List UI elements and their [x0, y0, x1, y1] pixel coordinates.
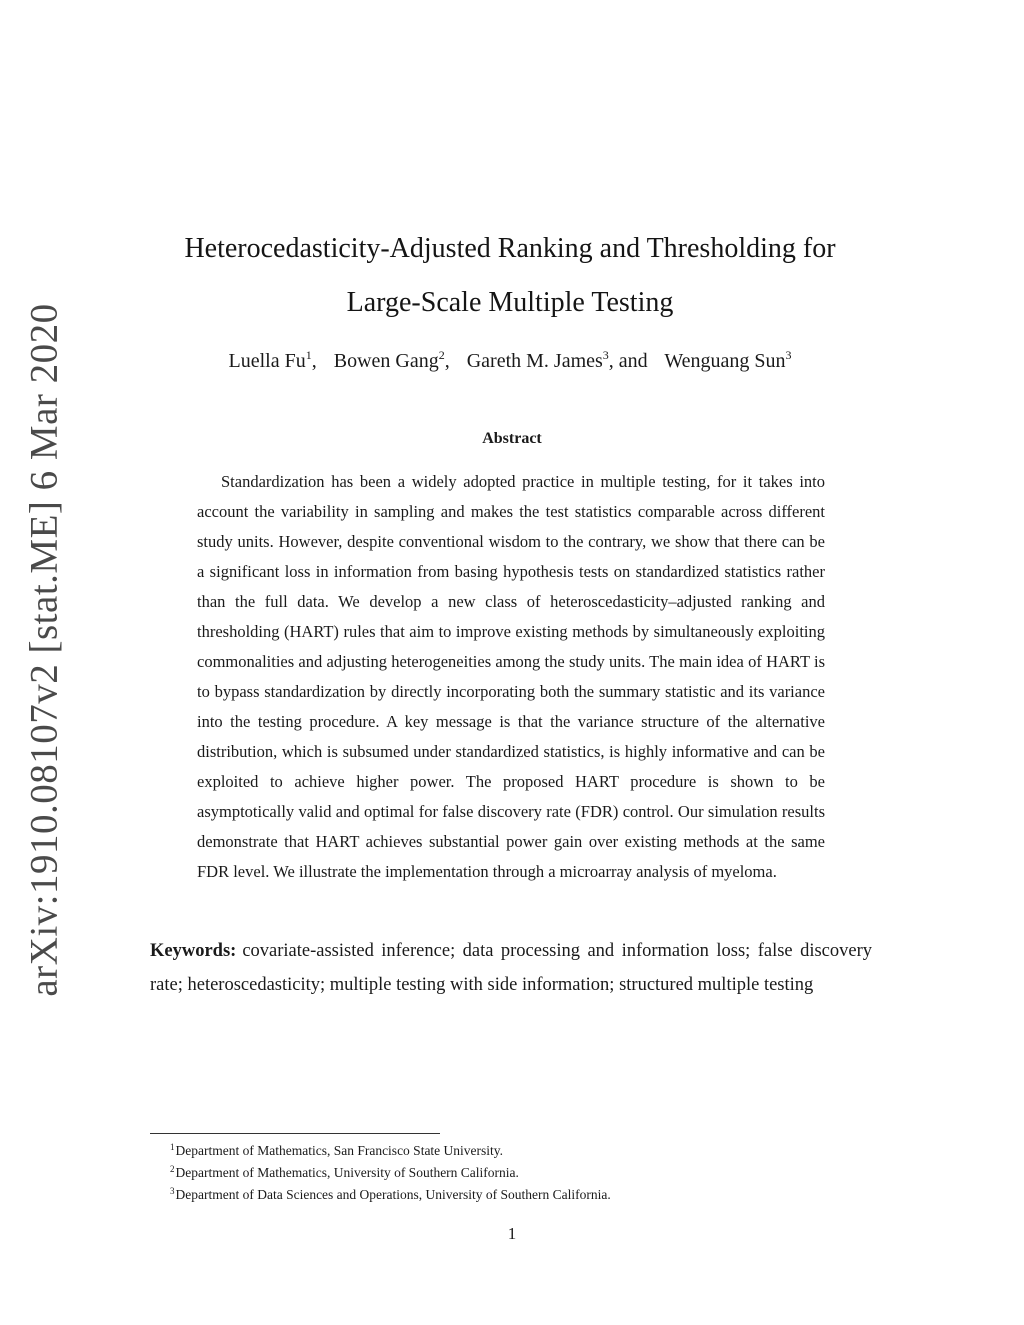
page-number: 1	[507, 1224, 517, 1243]
author-name: Gareth M. James	[466, 350, 603, 372]
footnote	[170, 1182, 611, 1204]
footnote-text: Department of Data Sciences and Operations, University of Southern California.	[175, 1187, 611, 1202]
paper-title-line-2: Large-Scale Multiple Testing	[346, 287, 674, 318]
footnote-mark: 2	[170, 1164, 175, 1174]
author-separator: ,	[311, 350, 317, 372]
author-list	[150, 348, 870, 373]
paper-title	[150, 222, 870, 330]
author-separator: , and	[608, 350, 648, 372]
footnote	[170, 1160, 611, 1182]
footnote-text: Department of Mathematics, San Francisco State University.	[175, 1143, 504, 1158]
author-affiliation-mark: 1	[305, 348, 312, 362]
author-affiliation-mark: 2	[438, 348, 445, 362]
footnote-mark: 1	[170, 1142, 175, 1152]
footnote	[170, 1138, 611, 1160]
abstract-heading: Abstract	[482, 430, 542, 447]
footnote-divider	[150, 1133, 440, 1134]
keywords-text: covariate-assisted inference; data processing and information loss; false discovery rate; heteroscedasticity; multiple testing with side information; structured multiple testing	[150, 941, 872, 995]
author-separator: ,	[444, 350, 450, 372]
footnotes	[170, 1138, 611, 1204]
author-affiliation-mark: 3	[602, 348, 609, 362]
author-name: Wenguang Sun	[664, 350, 786, 372]
footnote-text: Department of Mathematics, University of Southern California.	[175, 1165, 519, 1180]
keywords-label: Keywords:	[150, 941, 237, 961]
abstract-body: Standardization has been a widely adopted practice in multiple testing, for it takes into account the variability in sampling and makes the test statistics comparable across different study units. However, despite conventional wisdom to the contrary, we show that there can be a significant loss in information from basing hypothesis tests on standardized statistics rather than the full data. We develop a new class of heteroscedasticity–adjusted ranking and thresholding (HART) rules that aim to improve existing methods by simultaneously exploiting commonalities and adjusting heterogeneities among the study units. The main idea of HART is to bypass standardization by directly incorporating both the summary statistic and its variance into the testing procedure. A key message is that the variance structure of the alternative distribution, which is subsumed under standardized statistics, is highly informative and can be exploited to achieve higher power. The proposed HART procedure is shown to be asymptotically valid and optimal for false discovery rate (FDR) control. Our simulation results demonstrate that HART achieves substantial power gain over existing methods at the same FDR level. We illustrate the implementation through a microarray analysis of myeloma.	[197, 472, 825, 881]
arxiv-identifier: arXiv:1910.08107v2 [stat.ME] 6 Mar 2020	[22, 303, 66, 997]
author-name: Bowen Gang	[333, 350, 439, 372]
paper-title-line-1: Heterocedasticity-Adjusted Ranking and Thresholding for	[184, 233, 836, 264]
keywords-section	[150, 934, 872, 1002]
author-name: Luella Fu	[228, 350, 306, 372]
footnote-mark: 3	[170, 1186, 175, 1196]
author-affiliation-mark: 3	[785, 348, 792, 362]
